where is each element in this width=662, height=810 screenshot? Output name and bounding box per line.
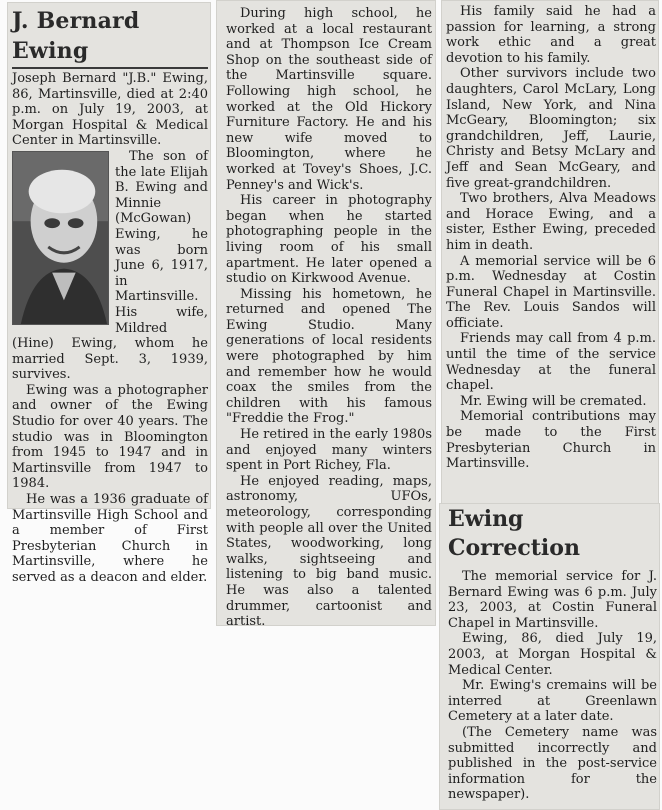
obituary-paragraph: Friends may call from 4 p.m. until the time of the service Wednesday at the funeral chapel. [446,331,656,394]
obituary-paragraph: Joseph Bernard "J.B." Ewing, 86, Martinsville, died at 2:40 p.m. on July 19, 2003, at Morgan Hospital & Medical Center in Martinsville. [12,71,208,149]
correction-headline: Ewing Correction [448,506,580,561]
obituary-paragraph: His family said he had a passion for learning, a strong work ethic and a great devotion to his family. [446,4,656,66]
correction-paragraph: (The Cemetery name was submitted incorrectly and published in the post-service information for the newspaper). [448,724,657,803]
obituary-paragraph: His career in photography began when he started photographing people in the living room of his small apartment. He later opened a studio on Kirkwood Avenue. [226,193,432,287]
obituary-paragraph: He retired in the early 1980s and enjoyed many winters spent in Port Richey, Fla. [226,427,432,474]
obituary-paragraph: Memorial contributions may be made to the First Presbyterian Church in Martinsville. [446,409,656,472]
correction-paragraph: Mr. Ewing's cremains will be interred at Greenlawn Cemetery at a later date. [448,678,657,725]
obituary-headline: J. Bernard Ewing [12,8,140,64]
portrait-photo-image [13,152,108,324]
obituary-clipping-column-1 [7,2,211,585]
obituary-paragraph: Ewing was a photographer and owner of the Ewing Studio for over 40 years. The studio was in Bloomington from 1945 to 1947 and in Martinsville from 1947 to 1984. [12,382,208,492]
obituary-paragraph: He was a 1936 graduate of Martinsville High School and a member of First Presbyterian Church in Martinsville, where he served as a deacon and elder. [12,492,208,585]
obituary-paragraph: Two brothers, Alva Meadows and Horace Ewing, and a sister, Esther Ewing, preceded him in death. [446,191,656,253]
obituary-clipping-column-2 [216,0,436,630]
obituary-paragraph: A memorial service will be 6 p.m. Wednesday at Costin Funeral Chapel in Martinsville. The Rev. Louis Sandos will officiate. [446,253,656,331]
headline-rule [12,67,208,69]
obituary-paragraph: The son of the late Elijah B. Ewing and Minnie (McGowan) Ewing, he was born June 6, 1917, in Martinsville. His wife, Mildred (Hine) Ewing, whom he married Sept. 3, 1939, survives. [12,148,208,383]
obituary-paragraph: Mr. Ewing will be cremated. [460,393,647,409]
portrait-photo [12,151,109,325]
correction-clipping [439,503,660,810]
obituary-paragraph: He enjoyed reading, maps, astronomy, UFOs, meteorology, corresponding with people all over the United States, woodworking, long walks, sightseeing and listening to big band music. He was also a talented drummer, cartoonist and artist. [226,473,432,630]
correction-paragraph: Ewing, 86, died July 19, 2003, at Morgan Hospital & Medical Center. [448,631,657,678]
obituary-paragraph: During high school, he worked at a local restaurant and at Thompson Ice Cream Shop on the southeast side of the Martinsville square. Following high school, he worked at the Old Hickory Furniture Factory. He and his new wife moved to Bloomington, where he worked at Tovey's Shoes, J.C. Penney's and Wick's. [226,6,432,193]
obituary-paragraph: Missing his hometown, he returned and opened The Ewing Studio. Many generations of local residents were photographed by him and remember how he would coax the smiles from the children with his famous "Freddie the Frog." [226,286,432,427]
obituary-clipping-column-3 [441,0,659,507]
obituary-paragraph: Other survivors include two daughters, Carol McLary, Long Island, New York, and Nina McGeary, Bloomington; six grandchildren, Jeff, Laurie, Christy and Betsy McLary and Jeff and Sean McGeary, and five great-grandchildren. [446,66,656,191]
correction-paragraph: The memorial service for J. Bernard Ewing was 6 p.m. July 23, 2003, at Costin Funeral Chapel in Martinsville. [448,569,657,631]
